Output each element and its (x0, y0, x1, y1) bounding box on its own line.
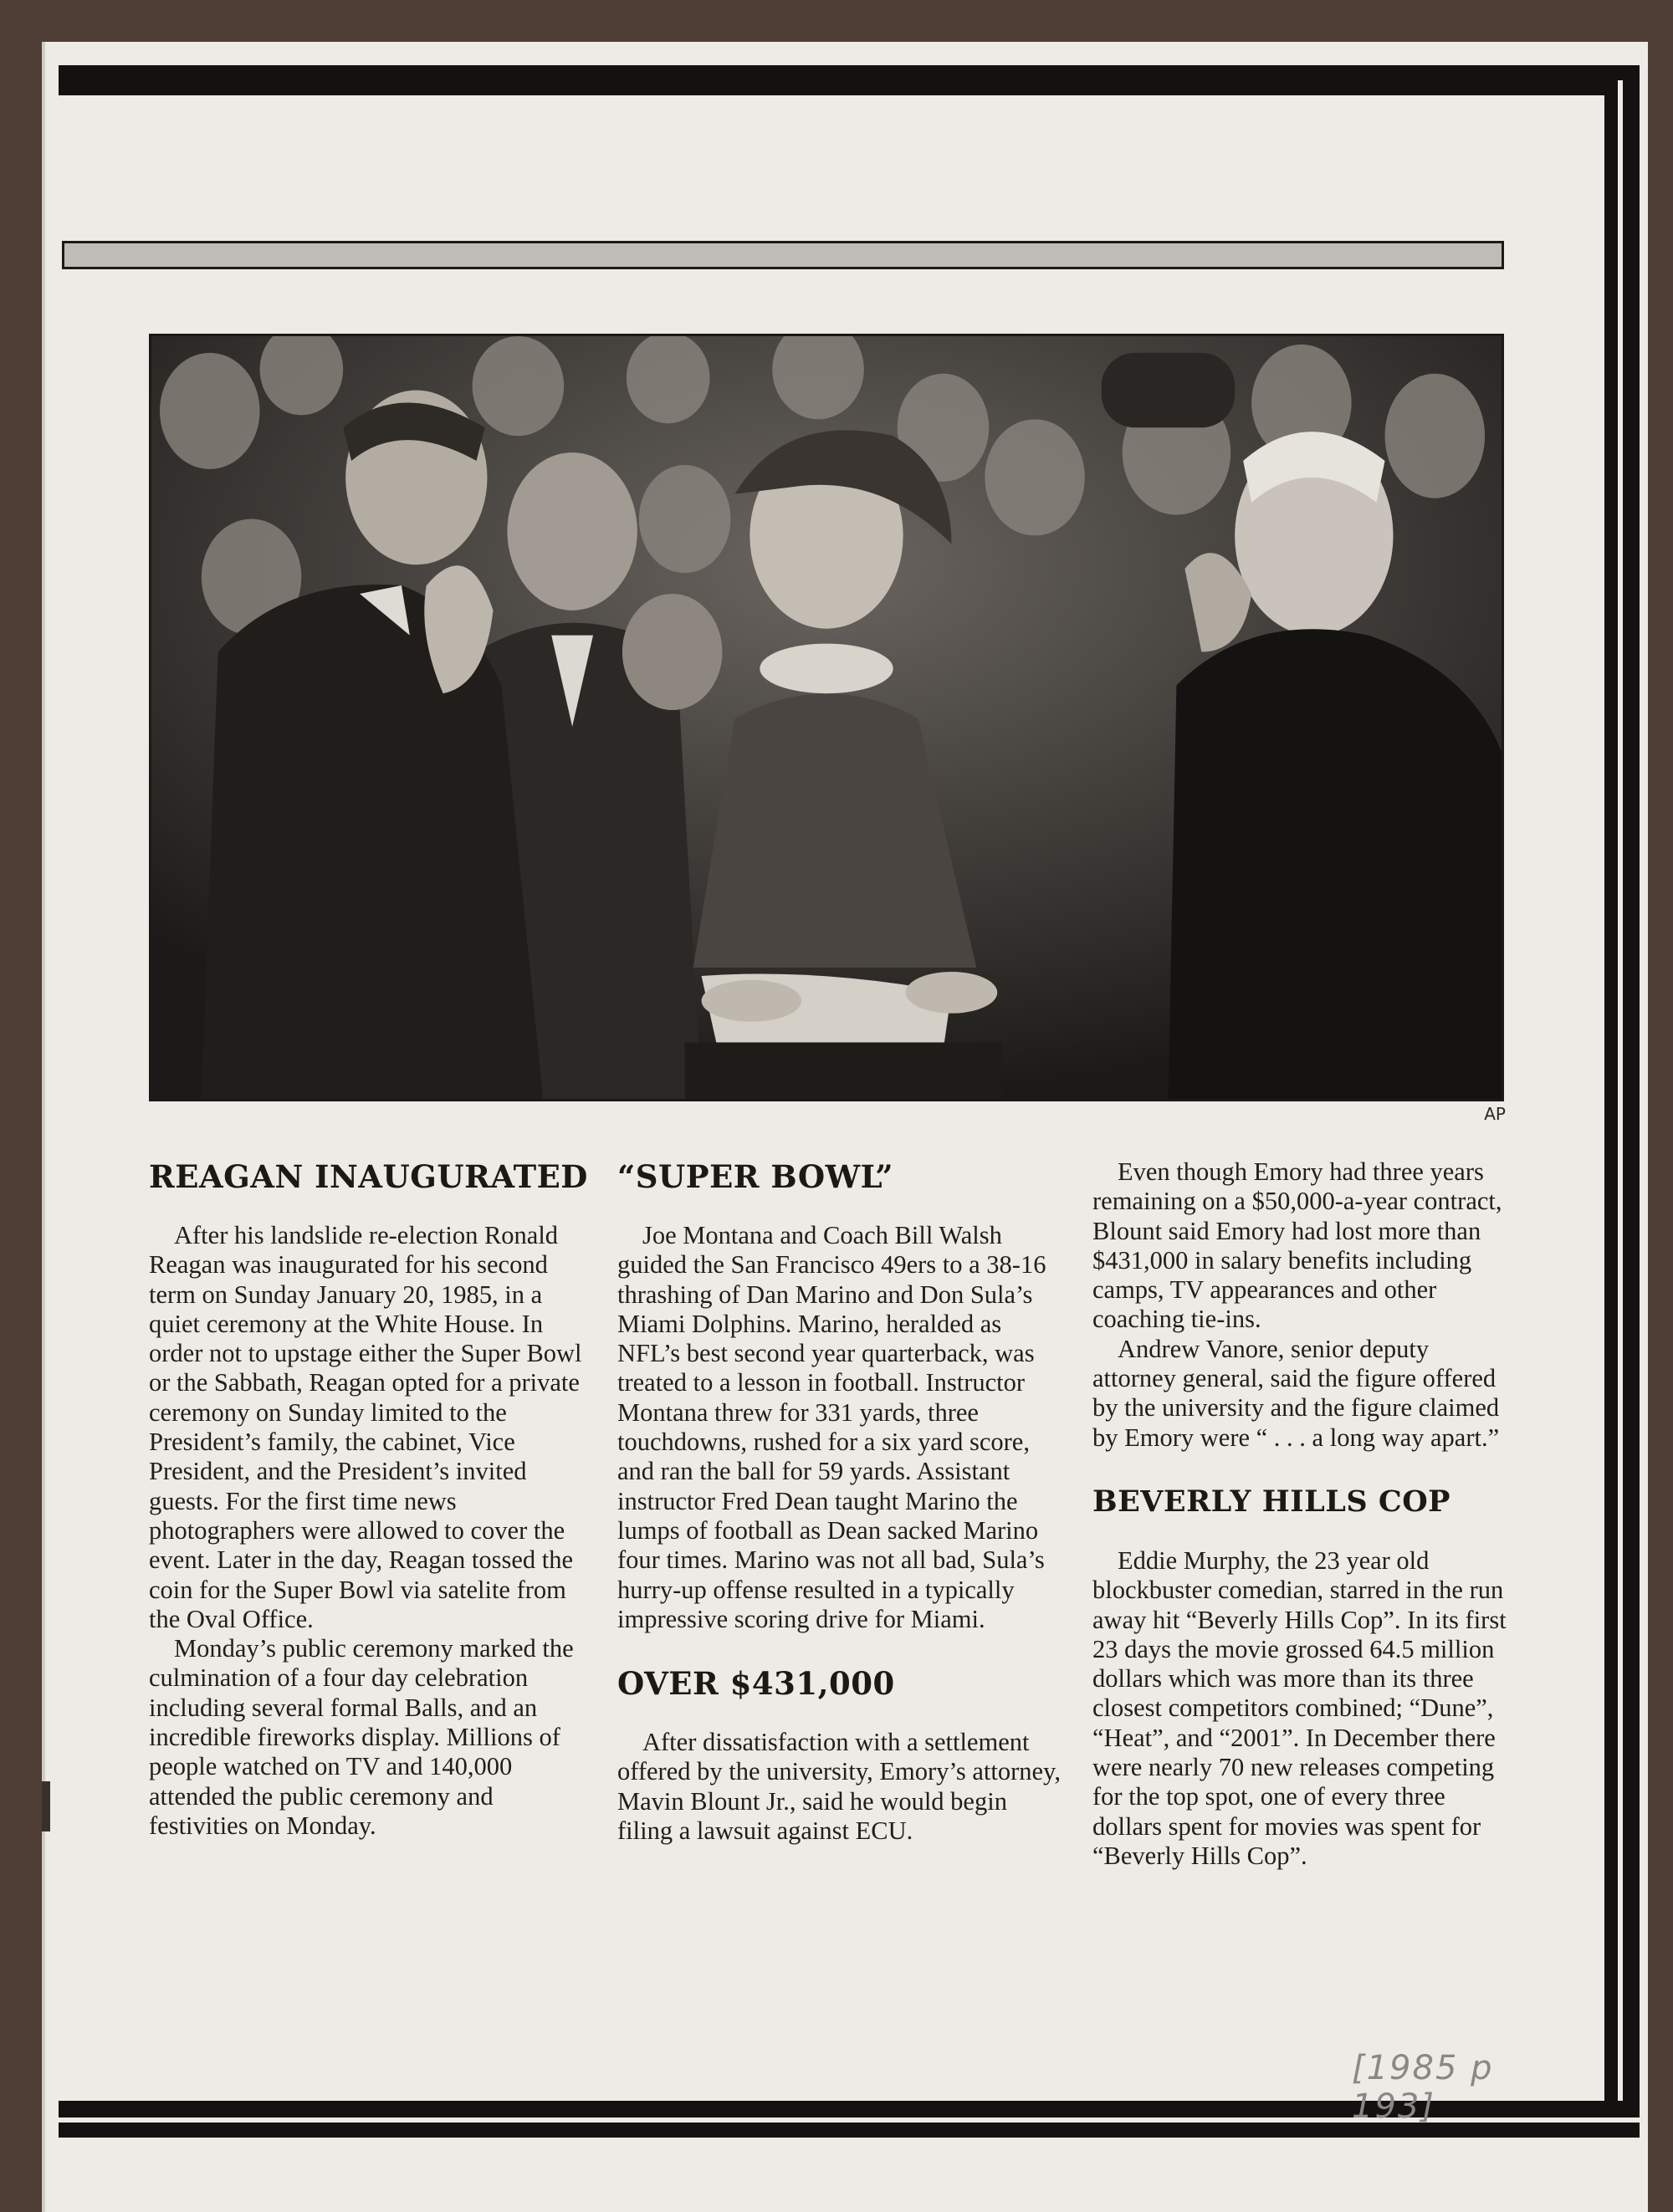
headline-over-431000: OVER $431,000 (617, 1665, 895, 1703)
article-paragraph: Andrew Vanore, senior deputy attorney general, said the figure offered by the university and the figure claimed by Emory were “ . . . a long way apart.” (1092, 1334, 1500, 1452)
header-rule-bar (62, 241, 1504, 269)
article-over-431000 (617, 1728, 1061, 1846)
binding-mark (42, 1781, 50, 1831)
article-paragraph: Eddie Murphy, the 23 year old blockbuster comedian, starred in the run away hit “Beverly Hills Cop”. In its first 23 days the movie grossed 64.5 million dollars which was more than its three closest competitors combined; “Dune”, “Heat”, and “2001”. In December there were nearly 70 new releases competing for the top spot, one of every three dollars spent for movies was spent for “Beverly Hills Cop”. (1092, 1545, 1507, 1870)
article-paragraph: Monday’s public ceremony marked the culmination of a four day celebration including several formal Balls, and an incredible fireworks display. Millions of people watched on TV and 140,000 attended the public ceremony and festivities on Monday. (149, 1634, 574, 1840)
top-border (59, 65, 1640, 95)
right-border-inner-line (1618, 80, 1623, 2121)
article-paragraph: After dissatisfaction with a settlement offered by the university, Emory’s attorney, Mavin Blount Jr., said he would begin filing a lawsuit against ECU. (617, 1728, 1061, 1846)
column-3 (1092, 1157, 1511, 1871)
inauguration-photo (149, 334, 1504, 1101)
article-over-431000-continued (1092, 1157, 1511, 1453)
photo-image (151, 336, 1502, 1099)
article-paragraph: Even though Emory had three years remaining on a $50,000-a-year contract, Blount said Emory had lost more than $431,000 in salary benefits including camps, TV appearances and other coaching tie-ins. (1092, 1157, 1502, 1334)
article-paragraph: After his landslide re-election Ronald Reagan was inaugurated for his second term on Sunday January 20, 1985, in a quiet ceremony at the White House. In order not to upstage either the Super Bowl or the Sabbath, Reagan opted for a private ceremony on Sunday limited to the President’s family, the cabinet, Vice President, and the President’s invited guests. For the first time news photographers were allowed to cover the event. Later in the day, Reagan tossed the coin for the Super Bowl via satelite from the Oval Office. (149, 1221, 582, 1633)
article-paragraph: Joe Montana and Coach Bill Walsh guided the San Francisco 49ers to a 38-16 thrashing of Dan Marino and Don Sula’s Miami Dolphins. Marino, heralded as NFL’s best second year quarterback, was treated to a lesson in football. Instructor Montana threw for 331 yards, three touchdowns, rushed for a six yard score, and ran the ball for 59 yards. Assistant instructor Fred Dean taught Marino the lumps of football as Dean sacked Marino four times. Marino was not all bad, Sula’s hurry-up offense resulted in a typically impressive scoring drive for Miami. (617, 1221, 1046, 1633)
article-super-bowl (617, 1221, 1061, 1634)
headline-beverly-hills-cop: BEVERLY HILLS COP (1092, 1484, 1451, 1519)
column-1 (149, 1157, 592, 1841)
column-2 (617, 1157, 1061, 1846)
handwritten-page-annotation: [1985 p 193] (1352, 2049, 1494, 2126)
headline-super-bowl: “SUPER BOWL” (617, 1158, 894, 1195)
article-reagan-inaugurated (149, 1221, 592, 1841)
headline-reagan-inaugurated: REAGAN INAUGURATED (149, 1158, 588, 1195)
photo-credit: AP (1484, 1104, 1506, 1124)
article-beverly-hills-cop (1092, 1546, 1511, 1871)
